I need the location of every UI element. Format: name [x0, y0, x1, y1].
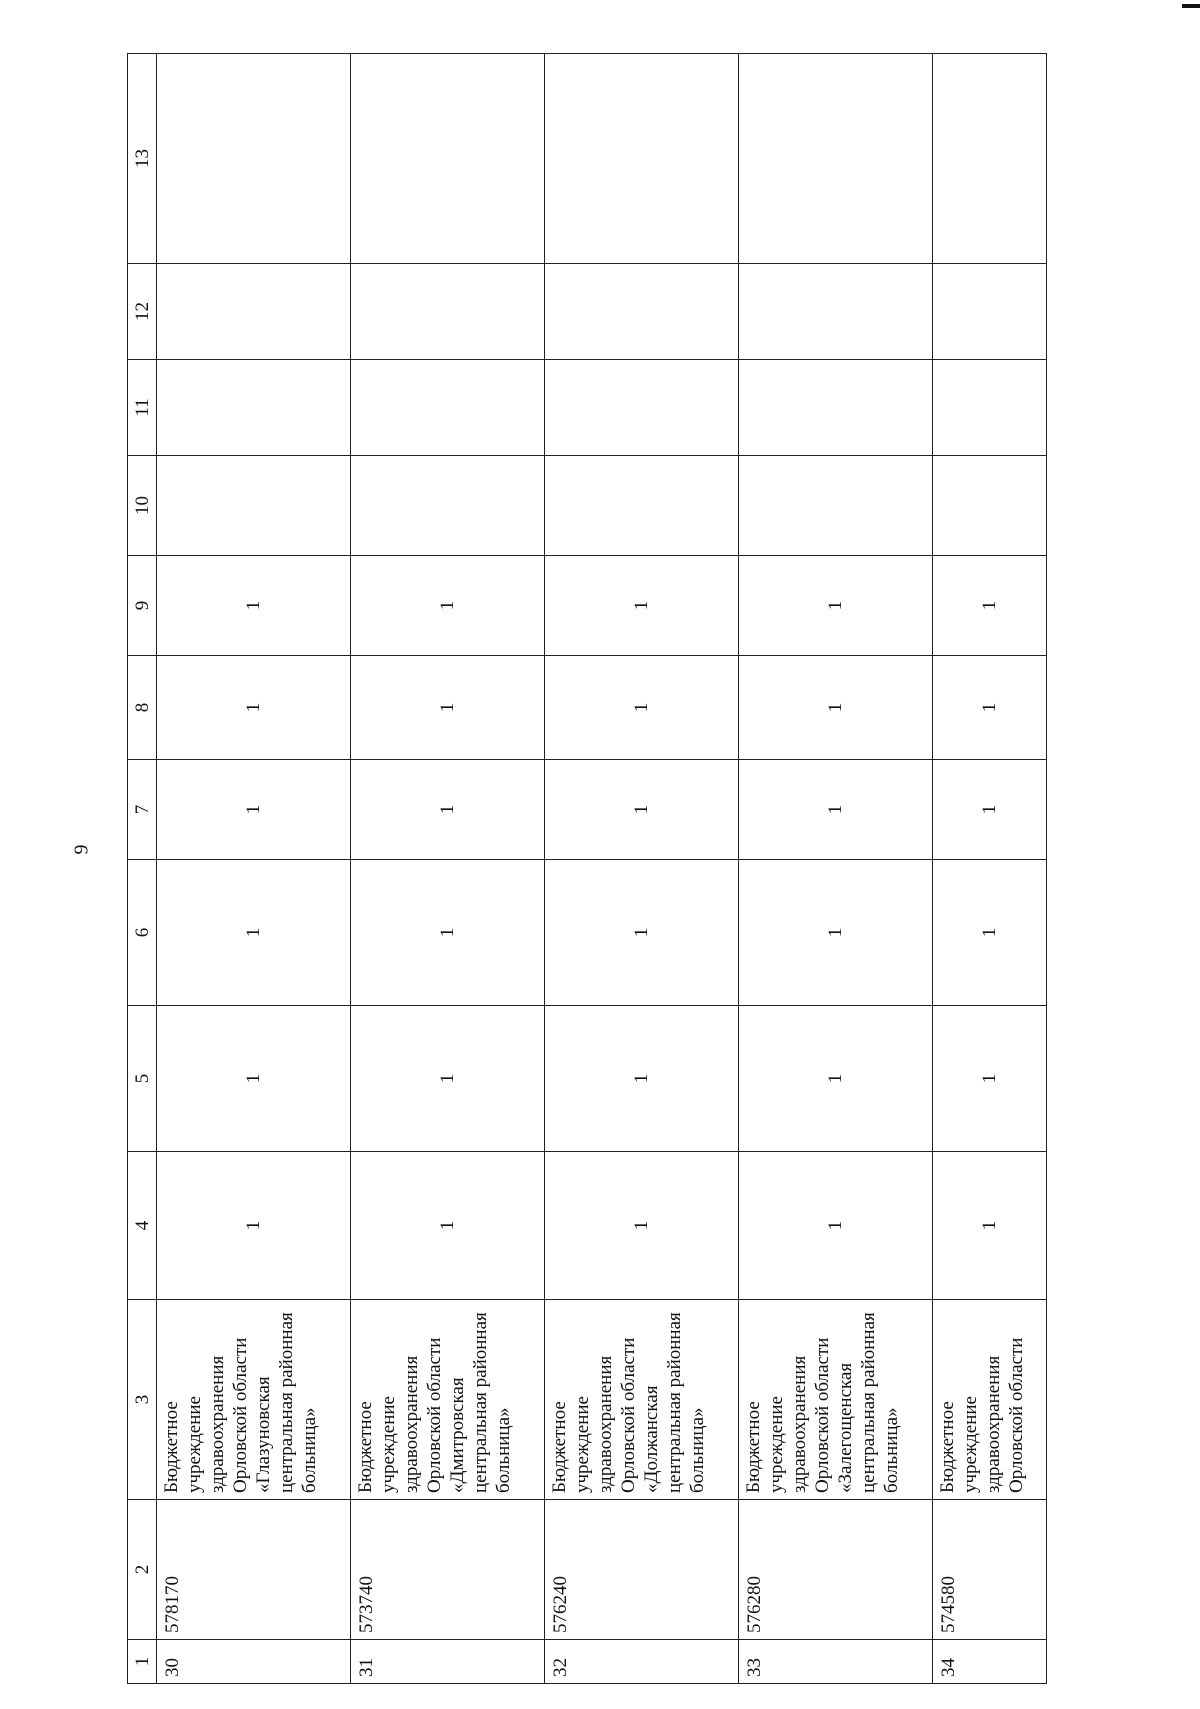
- row-value: 1: [932, 1152, 1046, 1300]
- header-cell: 1: [128, 1640, 157, 1684]
- header-cell: 3: [128, 1300, 157, 1500]
- row-value: [738, 264, 932, 360]
- row-index: 32: [544, 1640, 738, 1684]
- row-name: Бюджетное учреждение здравоохранения Орловской области «Залегощенская центральная районная больница»: [738, 1300, 932, 1500]
- row-value: [544, 264, 738, 360]
- table-wrapper: [127, 54, 1047, 1684]
- row-value: [157, 456, 351, 556]
- row-value: [544, 456, 738, 556]
- data-table: [127, 53, 1047, 1684]
- header-cell: 6: [128, 860, 157, 1006]
- row-value: [738, 360, 932, 456]
- row-value: 1: [350, 556, 544, 656]
- row-index: 31: [350, 1640, 544, 1684]
- row-code: 573740: [350, 1500, 544, 1640]
- header-cell: 4: [128, 1152, 157, 1300]
- row-value: 1: [157, 760, 351, 860]
- row-value: 1: [544, 656, 738, 760]
- page-number: 9: [70, 844, 93, 855]
- row-value: [544, 54, 738, 264]
- row-value: 1: [544, 556, 738, 656]
- header-cell: 8: [128, 656, 157, 760]
- header-cell: 5: [128, 1006, 157, 1152]
- row-name: Бюджетное учреждение здравоохранения Орловской области «Должанская центральная районная больница»: [544, 1300, 738, 1500]
- row-code: 576280: [738, 1500, 932, 1640]
- row-value: 1: [932, 656, 1046, 760]
- row-value: 1: [738, 556, 932, 656]
- row-value: 1: [157, 656, 351, 760]
- table-row: [157, 54, 351, 1684]
- row-value: [932, 54, 1046, 264]
- table-row: [544, 54, 738, 1684]
- row-value: 1: [350, 1006, 544, 1152]
- row-value: 1: [350, 860, 544, 1006]
- row-value: [932, 456, 1046, 556]
- row-code: 574580: [932, 1500, 1046, 1640]
- row-value: [738, 54, 932, 264]
- row-value: 1: [932, 860, 1046, 1006]
- row-value: [350, 360, 544, 456]
- row-index: 34: [932, 1640, 1046, 1684]
- row-value: [157, 360, 351, 456]
- row-value: 1: [350, 760, 544, 860]
- table-row: [738, 54, 932, 1684]
- header-cell: 7: [128, 760, 157, 860]
- row-value: 1: [157, 1006, 351, 1152]
- row-value: 1: [544, 1006, 738, 1152]
- row-value: 1: [544, 860, 738, 1006]
- row-code: 578170: [157, 1500, 351, 1640]
- header-row: [128, 54, 157, 1684]
- row-value: 1: [932, 556, 1046, 656]
- header-cell: 13: [128, 54, 157, 264]
- row-value: [157, 264, 351, 360]
- table-row: [932, 54, 1046, 1684]
- row-name: Бюджетное учреждение здравоохранения Орловской области: [932, 1300, 1046, 1500]
- row-name: Бюджетное учреждение здравоохранения Орловской области «Глазуновская центральная районная больница»: [157, 1300, 351, 1500]
- row-value: 1: [157, 556, 351, 656]
- row-value: [932, 360, 1046, 456]
- header-cell: 9: [128, 556, 157, 656]
- row-value: [350, 456, 544, 556]
- row-value: 1: [350, 1152, 544, 1300]
- row-value: 1: [932, 1006, 1046, 1152]
- row-value: [544, 360, 738, 456]
- row-value: 1: [544, 760, 738, 860]
- row-value: [932, 264, 1046, 360]
- table-row: [350, 54, 544, 1684]
- row-value: 1: [157, 1152, 351, 1300]
- row-value: [350, 264, 544, 360]
- edge-mark: [1182, 4, 1200, 8]
- row-value: 1: [544, 1152, 738, 1300]
- row-value: [350, 54, 544, 264]
- row-value: 1: [738, 760, 932, 860]
- row-value: 1: [157, 860, 351, 1006]
- row-value: [157, 54, 351, 264]
- header-cell: 12: [128, 264, 157, 360]
- row-name: Бюджетное учреждение здравоохранения Орловской области «Дмитровская центральная районная больница»: [350, 1300, 544, 1500]
- row-value: 1: [738, 1006, 932, 1152]
- row-index: 33: [738, 1640, 932, 1684]
- header-cell: 2: [128, 1500, 157, 1640]
- header-cell: 11: [128, 360, 157, 456]
- row-value: 1: [932, 760, 1046, 860]
- row-value: 1: [738, 860, 932, 1006]
- header-cell: 10: [128, 456, 157, 556]
- row-index: 30: [157, 1640, 351, 1684]
- row-value: 1: [350, 656, 544, 760]
- row-value: 1: [738, 1152, 932, 1300]
- row-value: 1: [738, 656, 932, 760]
- row-value: [738, 456, 932, 556]
- row-code: 576240: [544, 1500, 738, 1640]
